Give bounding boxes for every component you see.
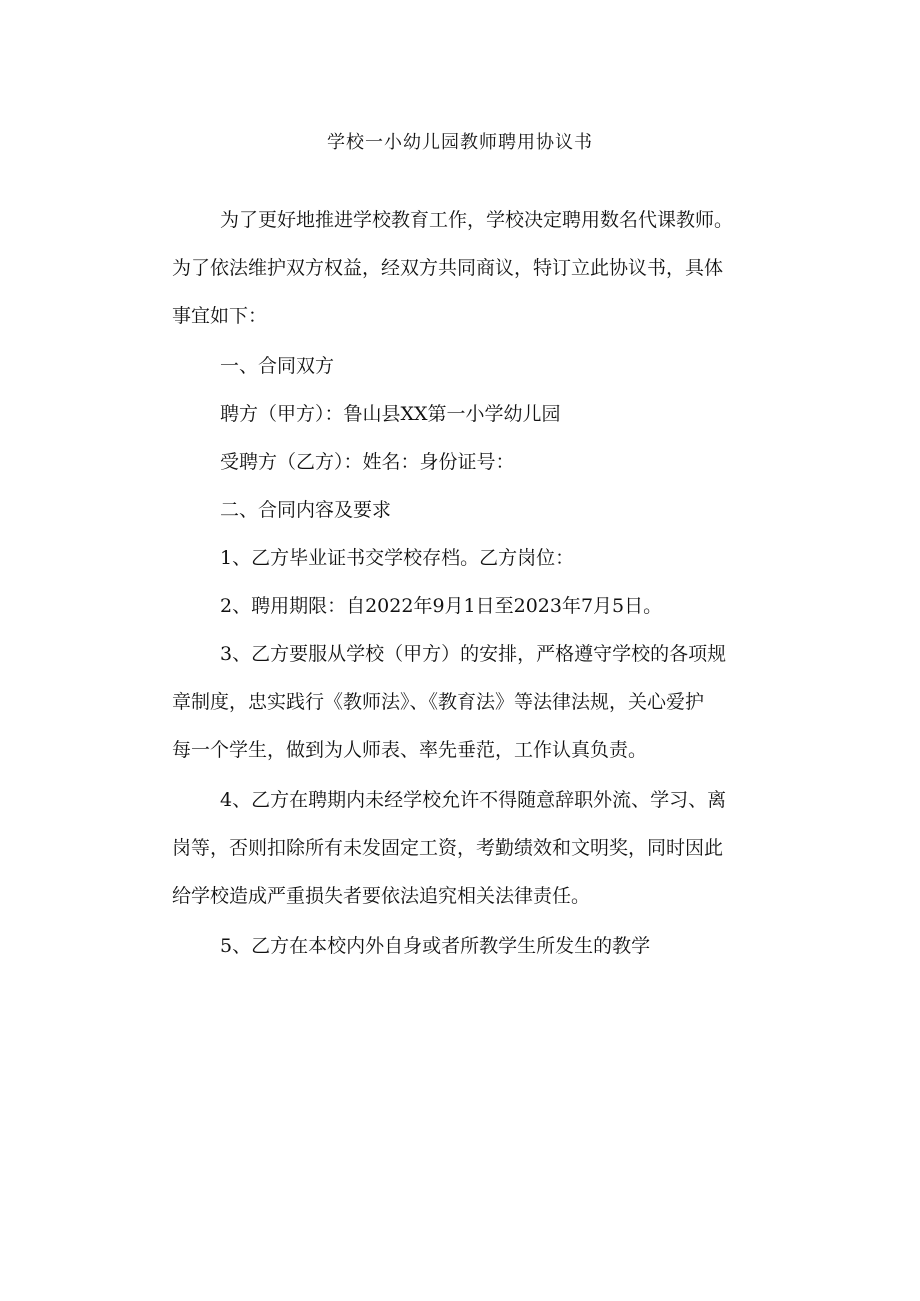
item-5 bbox=[172, 922, 772, 970]
item-1-text: 1、乙方毕业证书交学校存档。乙方岗位： bbox=[220, 547, 575, 569]
section-1-heading bbox=[172, 342, 772, 390]
item-4 bbox=[172, 776, 772, 920]
item-2 bbox=[172, 582, 772, 630]
party-b-text: 受聘方（乙方）：姓名：身份证号： bbox=[220, 451, 515, 473]
party-a-text: 聘方（甲方）：鲁山县XX第一小学幼儿园 bbox=[220, 403, 561, 425]
item-3-line-2: 章制度，忠实践行《教师法》、《教育法》等法律法规，关心爱护 bbox=[172, 691, 705, 713]
party-a-line bbox=[172, 390, 772, 438]
item-4-line-2: 岗等，否则扣除所有未发固定工资，考勤绩效和文明奖，同时因此 bbox=[172, 837, 724, 859]
item-3 bbox=[172, 630, 772, 774]
section-1-heading-text: 一、合同双方 bbox=[220, 355, 335, 377]
item-5-line-1: 5、乙方在本校内外自身或者所教学生所发生的教学 bbox=[220, 935, 651, 957]
intro-line-1: 为了更好地推进学校教育工作，学校决定聘用数名代课教师。 bbox=[220, 209, 734, 231]
intro-paragraph bbox=[172, 196, 772, 340]
section-2-heading-text: 二、合同内容及要求 bbox=[220, 499, 392, 521]
item-1 bbox=[172, 534, 772, 582]
intro-line-2: 为了依法维护双方权益，经双方共同商议，特订立此协议书，具体 bbox=[172, 257, 724, 279]
item-4-line-1: 4、乙方在聘期内未经学校允许不得随意辞职外流、学习、离 bbox=[220, 789, 727, 811]
party-b-line bbox=[172, 438, 772, 486]
item-2-text: 2、聘用期限：自2022年9月1日至2023年7月5日。 bbox=[220, 595, 663, 617]
document-title: 学校一小幼儿园教师聘用协议书 bbox=[327, 132, 593, 153]
item-3-line-3: 每一个学生，做到为人师表、率先垂范，工作认真负责。 bbox=[172, 739, 648, 761]
intro-line-3: 事宜如下： bbox=[172, 305, 268, 327]
item-3-line-1: 3、乙方要服从学校（甲方）的安排，严格遵守学校的各项规 bbox=[220, 643, 727, 665]
item-4-line-3: 给学校造成严重损失者要依法追究相关法律责任。 bbox=[172, 885, 591, 907]
section-2-heading bbox=[172, 486, 772, 534]
